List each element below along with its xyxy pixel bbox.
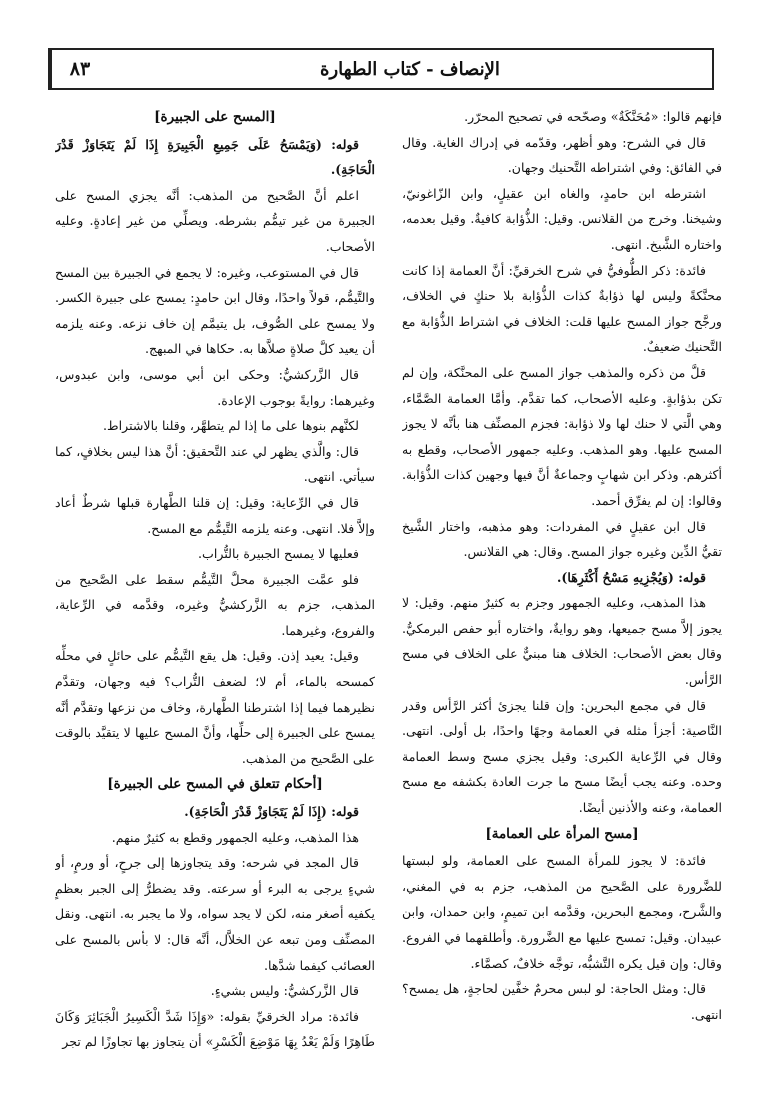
paragraph: قال الزَّركشيُّ: وليس بشيءٍ. — [210, 983, 359, 999]
section-heading: [مسح المرأة على العمامة] — [485, 825, 639, 842]
quote-line: قوله: (وَيُجْزِيهِ مَسْحُ أَكْثَرِهَا). — [557, 569, 706, 585]
paragraph: اعلم أنَّ الصَّحيح من المذهب: أنَّه يجزي المسح على الجبيرة من غير تيمُّم بشرطه. ويصلِّي من غير إعادةٍ. وعليه الأصحاب. — [55, 187, 375, 254]
section-heading: [المسح على الجبيرة] — [154, 109, 276, 125]
paragraph: قال في مجمع البحرين: وإن قلنا يجزئ أكثر الرَّأس وقدر النَّاصية: أجزأ مثله في العمامة وجهًا واحدًا، بل أولى. انتهى. وقال في الرِّعاية الكبرى: وقيل يجزي مسح وسط العمامة وحده. وعنه يجب أيضًا مسح ما جرت العادة بكشفه مع مسح العمامة، وعنه والأذنين أيضًا. — [402, 697, 722, 816]
book-title: الإنصاف - كتاب الطهارة — [320, 58, 500, 80]
paragraph: اشترطه ابن حامدٍ، والغاه ابن عقيلٍ، وابن الزّاغونيّ، وشيخنا. وخرج من القلانس. وقيل: الذُّؤابة كافيةٌ. وقيل بعدمه، واختاره الشَّيخ. انتهى. — [402, 185, 722, 252]
page-number: ٨٣ — [50, 50, 108, 88]
paragraph: فائدة: مراد الخرقيِّ بقوله: «وَإِذَا شَدَّ الْكَسِيرُ الْجَبَائِرَ وَكَانَ طَاهِرًا وَلَمْ يَعْدُ بِهَا مَوْضِعَ الْكَسْرِ» أن يتجاوز بها تجاوزًا لم تجر — [55, 1008, 375, 1050]
paragraph: فعليها لا يمسح الجبيرة بالتُّراب. — [198, 546, 359, 562]
paragraph: قال: ومثل الحاجة: لو لبس محرمٌ خفَّين لحاجةٍ، هل يمسح؟ انتهى. — [402, 981, 722, 1022]
page-header — [48, 48, 714, 90]
quote-line: قوله: (وَيَمْسَحُ عَلَى جَمِيعِ الْجَبِيرَةِ إِذَا لَمْ يَتَجَاوَزْ قَدْرَ الْحَاجَةِ). — [55, 136, 375, 178]
paragraph: قال ابن عقيلٍ في المفردات: وهو مذهبه، واختار الشَّيخ تقيُّ الدِّين وغيره جواز المسح. وقال: هي القلانس. — [402, 518, 722, 560]
paragraph: قال في الرِّعاية: وقيل: إن قلنا الطَّهارة قبلها شرطٌ أعاد وإلاَّ فلا. انتهى. وعنه يلزمه التَّيمُّم مع المسح. — [55, 494, 375, 536]
paragraph: قلَّ من ذكره والمذهب جواز المسح على المحنَّكة، وإن لم تكن بذؤابةٍ. وعليه الأصحاب، كما تقدَّم. وأمَّا العمامة الصَّمَّاء، وهي الَّتي لا حنك لها ولا ذؤابة: فجزم المصنِّف هنا بأنَّه لا يجوز المسح عليها. وهو المذهب. وعليه جمهور الأصحاب، وقطع به أكثرهم. وذكر ابن شهابٍ وجماعةٌ أنَّ فيها وجهين كذات الذُّؤابة. وقالوا: إن لم يفرِّق أحمد. — [402, 364, 722, 508]
paragraph: لكنَّهم بنوها على ما إذا لم يتطهَّر، وقلنا بالاشتراط. — [102, 418, 359, 434]
section-heading: [أحكام تتعلق في المسح على الجبيرة] — [107, 776, 323, 793]
left-column — [55, 104, 375, 1094]
paragraph: فائدة: ذكر الطُّوفيُّ في شرح الخرقيِّ: أنَّ العمامة إذا كانت محنَّكةً وليس لها ذؤابةٌ كذات الذُّؤابة بلا حنكٍ في الخلاف، ورجَّح جواز المسح عليها قلت: الخلاف في اشتراط الذُّؤابة مع التَّحنيك ضعيفٌ. — [402, 262, 722, 355]
right-column — [402, 104, 722, 1094]
paragraph: قال في الشرح: وهو أظهر، وقدّمه في إدراك الغاية. وقال في الفائق: وفي اشتراطه التَّحنيك وجهان. — [402, 134, 722, 176]
quote-line: قوله: (إِذَا لَمْ يَتَجَاوَزْ قَدْرَ الْحَاجَةِ). — [184, 804, 359, 820]
paragraph: وقيل: يعيد إذن. وقيل: هل يقع التَّيمُّم على حائلٍ في محلِّه كمسحه بالماء، أم لا؛ لضعف التُّراب؟ فيه وجهان، وتقدَّم نظيرهما فيما إذا اشترطنا الطَّهارة، وخاف من نزعها وتقدَّم أنَّه يمسح على الجبيرة إلى حلِّها، وأنَّ المسح عليها لا يتقيَّد بالوقت على الصَّحيح من المذهب. — [55, 648, 375, 766]
paragraph: قال: والَّذي يظهر لي عند التَّحقيق: أنَّ هذا ليس بخلافٍ، كما سيأتي. انتهى. — [55, 443, 375, 485]
paragraph: قال المجد في شرحه: وقد يتجاوزها إلى جرحٍ، أو ورمٍ، أو شيءٍ يرجى به البرء أو سرعته. وقد يضطرُّ إلى الجبر بعظمٍ يكفيه أصغر منه، لكن لا يجد سواه، ولا ما يجبر به. انتهى. ونقل المصنِّف ومن تبعه عن الخلاَّل، أنَّه قال: لا بأس بالمسح على العصائب كيفما شدَّها. — [55, 855, 375, 973]
paragraph: قال الزَّركشيُّ: وحكى ابن أبي موسى، وابن عبدوس، وغيرهما: روايةً بوجوب الإعادة. — [55, 366, 375, 408]
paragraph: قال في المستوعب، وغيره: لا يجمع في الجبيرة بين المسح والتَّيمُّم، قولاً واحدًا، وقال ابن حامدٍ: يمسح على جبيرة الكسر. ولا يمسح على الصُّوف، بل يتيمَّم إن خاف نزعه. وعنه يلزمه أن يعيد كلَّ صلاةٍ صلاَّها به. حكاها في المبهج. — [55, 264, 375, 357]
paragraph: فإنهم قالوا: «مُحَنَّكَةٌ» وصحّحه في تصحيح المحرّر. — [464, 109, 722, 124]
paragraph: هذا المذهب، وعليه الجمهور وقطع به كثيرٌ منهم. — [111, 829, 359, 845]
paragraph: فلو عمَّت الجبيرة محلَّ التَّيمُّم سقط على الصَّحيح من المذهب، جزم به الزَّركشيُّ وغيره، وقدَّمه في الرِّعاية، والفروع، وغيرهما. — [55, 571, 375, 638]
paragraph: فائدة: لا يجوز للمرأة المسح على العمامة، ولو لبستها للضَّرورة على الصَّحيح من المذهب، جزم به في المغني، والشَّرح، ومجمع البحرين، وقدَّمه ابن تميمٍ، وابن حمدان، وابن عبيدان. وقيل: تمسح عليها مع الضَّرورة. وأطلقهما في الفروع. وقال: وإن قيل يكره التَّشبُّه، توجَّه خلافٌ، كصمَّاء. — [402, 853, 722, 971]
paragraph: هذا المذهب، وعليه الجمهور وجزم به كثيرٌ منهم. وقيل: لا يجوز إلاَّ مسح جميعها، وهو روايةٌ، واختاره أبو حفص البرمكيُّ. وقال بعض الأصحاب: الخلاف هنا مبنيٌّ على الخلاف في مسح الرَّأس. — [402, 595, 722, 688]
